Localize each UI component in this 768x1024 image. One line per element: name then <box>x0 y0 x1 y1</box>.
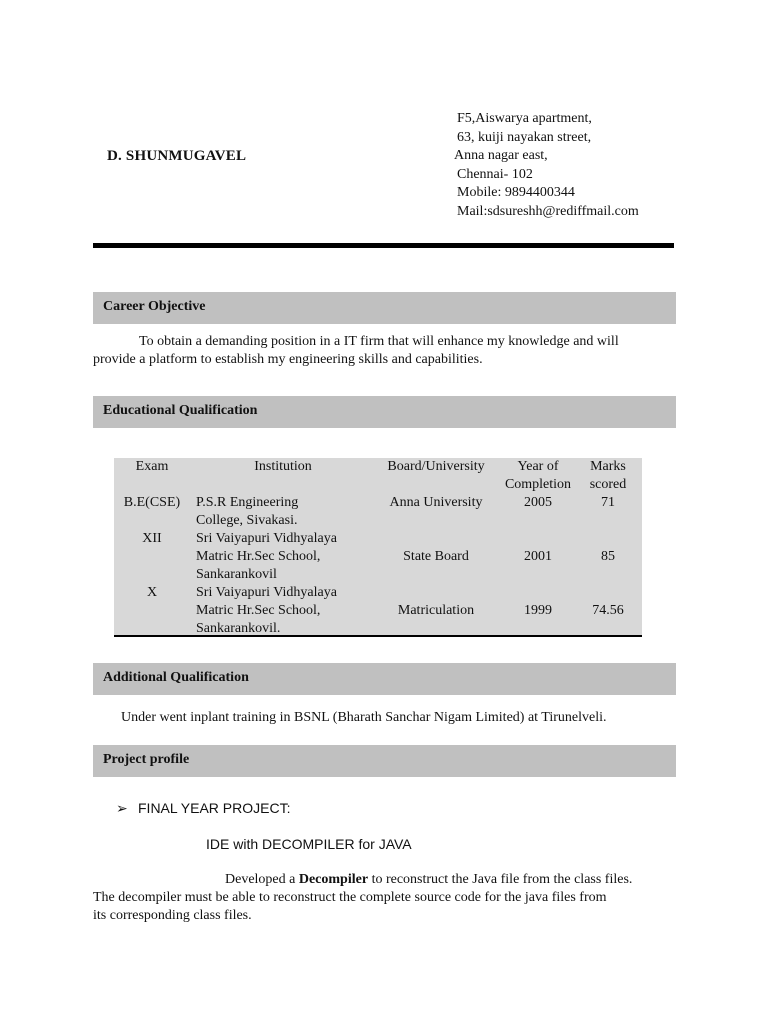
cell-board: State Board <box>403 549 469 564</box>
cell-board: Anna University <box>389 495 483 510</box>
project-bullet <box>116 799 290 817</box>
table-row <box>114 530 642 584</box>
header-marks: Marks scored <box>589 459 627 492</box>
address-block <box>450 110 639 221</box>
table-row <box>114 494 642 530</box>
career-objective-text <box>93 333 674 369</box>
project-name: IDE with DECOMPILER for JAVA <box>206 836 412 852</box>
decompiler-keyword: Decompiler <box>298 872 369 887</box>
table-header-row <box>114 458 642 494</box>
education-table <box>114 458 642 637</box>
project-description <box>93 871 674 925</box>
cell-institution: Sri Vaiyapuri Vidhyalaya Matric Hr.Sec School, Sankarankovil <box>196 531 337 582</box>
cell-marks: 85 <box>601 549 615 564</box>
address-line: Anna nagar east, <box>454 148 548 163</box>
section-bar-project-profile: Project profile <box>93 745 676 777</box>
cell-exam: B.E(CSE) <box>123 495 181 510</box>
arrow-bullet-icon: ➢ <box>116 800 128 816</box>
additional-qualification-text: Under went inplant training in BSNL (Bharath Sanchar Nigam Limited) at Tirunelveli. <box>121 710 607 725</box>
project-description-line: The decompiler must be able to reconstruct the complete source code for the java files from <box>93 890 607 905</box>
header-divider <box>93 243 674 248</box>
cell-marks: 71 <box>601 495 615 510</box>
career-objective-line: To obtain a demanding position in a IT firm that will enhance my knowledge and will <box>139 334 619 349</box>
header-board: Board/University <box>387 459 485 474</box>
cell-marks: 74.56 <box>592 603 624 618</box>
email-line: Mail:sdsureshh@rediffmail.com <box>457 203 639 219</box>
cell-institution: Sri Vaiyapuri Vidhyalaya Matric Hr.Sec School, Sankarankovil. <box>196 585 337 636</box>
header-year: Year of Completion <box>504 459 572 492</box>
cell-year: 1999 <box>524 603 552 618</box>
address-line: Chennai- 102 <box>457 166 533 182</box>
cell-year: 2001 <box>524 549 552 564</box>
cell-exam: X <box>146 585 158 600</box>
table-row <box>114 584 642 638</box>
header-institution: Institution <box>254 459 312 474</box>
candidate-name: D. SHUNMUGAVEL <box>107 148 247 164</box>
section-bar-additional-qualification: Additional Qualification <box>93 663 676 695</box>
project-description-line: Developed a Decompiler to reconstruct the Java file from the class files. <box>225 872 633 887</box>
career-objective-line: provide a platform to establish my engineering skills and capabilities. <box>93 352 483 367</box>
address-line: F5,Aiswarya apartment, <box>457 111 592 126</box>
cell-institution: P.S.R Engineering College, Sivakasi. <box>196 495 299 528</box>
cell-exam: XII <box>142 531 162 546</box>
section-bar-education: Educational Qualification <box>93 396 676 428</box>
cell-board: Matriculation <box>397 603 475 618</box>
header-exam: Exam <box>135 459 169 474</box>
section-bar-career-objective: Career Objective <box>93 292 676 324</box>
project-description-line: its corresponding class files. <box>93 908 252 923</box>
cell-year: 2005 <box>524 495 552 510</box>
address-line: 63, kuiji nayakan street, <box>457 129 592 145</box>
mobile-line: Mobile: 9894400344 <box>457 185 575 200</box>
project-bullet-label: FINAL YEAR PROJECT: <box>138 800 291 816</box>
